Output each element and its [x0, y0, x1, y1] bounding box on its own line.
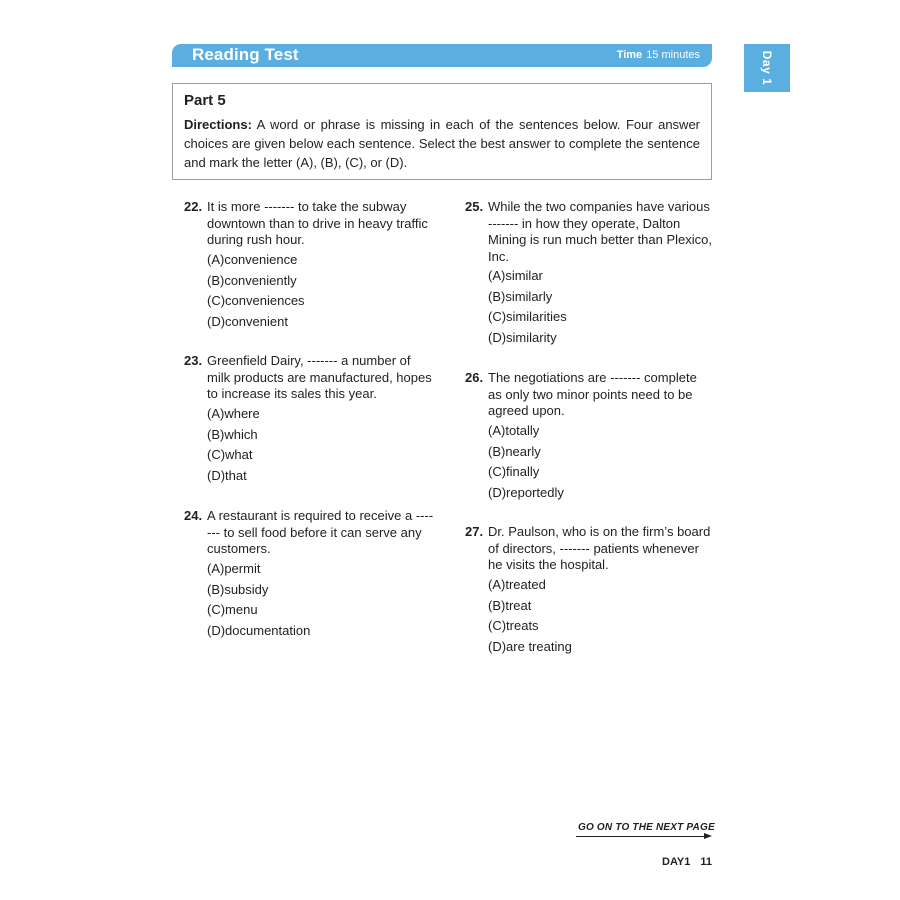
answer-option-b[interactable]: (B)treat: [488, 597, 532, 613]
section-title: Reading Test: [192, 45, 299, 64]
question-number: 24.: [184, 508, 203, 523]
answer-options: [207, 404, 260, 486]
answer-option-b[interactable]: (B)similarly: [488, 288, 553, 304]
arrow-right-icon: [576, 836, 704, 837]
answer-option-d[interactable]: (D)similarity: [488, 329, 557, 345]
answer-option-d[interactable]: (D)documentation: [207, 622, 311, 638]
section-header: [172, 44, 712, 67]
question-number: 27.: [465, 524, 484, 539]
question-stem: [207, 508, 433, 558]
stem-line: milk products are manufactured, hopes: [207, 369, 432, 385]
question-number: 23.: [184, 353, 203, 368]
directions-box: [172, 83, 712, 180]
answer-option-b[interactable]: (B)conveniently: [207, 272, 297, 288]
go-on-text: GO ON TO THE NEXT PAGE: [578, 822, 715, 833]
answer-option-a[interactable]: (A)where: [207, 406, 260, 421]
answer-option-d[interactable]: (D)convenient: [207, 313, 288, 329]
answer-option-b[interactable]: (B)nearly: [488, 443, 541, 459]
stem-line: Dr. Paulson, who is on the firm’s board: [488, 524, 711, 539]
day-tab: [744, 44, 790, 92]
answer-option-a[interactable]: (A)treated: [488, 577, 546, 592]
answer-option-b[interactable]: (B)which: [207, 426, 258, 442]
answer-option-d[interactable]: (D)reportedly: [488, 484, 564, 500]
answer-options: [207, 250, 305, 332]
stem-line: It is more ------- to take the subway: [207, 199, 407, 214]
stem-line: Inc.: [488, 248, 509, 264]
question-number: 25.: [465, 199, 484, 214]
answer-options: [207, 559, 310, 641]
stem-line: to increase its sales this year.: [207, 386, 377, 401]
stem-line: customers.: [207, 541, 271, 556]
directions-body: A word or phrase is missing in each of the sentences below. Four answer choices are given below each sentence. Select the best answer to complete the sentence and mark the letter (A), (B), (C), or (D).: [184, 117, 701, 170]
time-indicator: [617, 49, 700, 61]
answer-option-c[interactable]: (C)similarities: [488, 309, 567, 324]
question-stem: [488, 524, 710, 574]
question-number: 22.: [184, 199, 203, 214]
directions-label: Directions:: [184, 117, 252, 132]
answer-option-a[interactable]: (A)similar: [488, 268, 543, 283]
answer-option-a[interactable]: (A)permit: [207, 561, 261, 576]
stem-line: Mining is run much better than Plexico,: [488, 232, 712, 247]
stem-line: of directors, ------- patients whenever: [488, 540, 699, 556]
answer-options: [488, 266, 567, 348]
day-tab-label: Day 1: [760, 50, 774, 86]
answer-option-d[interactable]: (D)that: [207, 467, 247, 483]
stem-line: Greenfield Dairy, ------- a number of: [207, 353, 411, 368]
stem-line: ------- in how they operate, Dalton: [488, 215, 681, 231]
answer-option-c[interactable]: (C)treats: [488, 618, 539, 633]
directions-text: [184, 115, 700, 172]
page-footer: [662, 856, 712, 868]
answer-option-c[interactable]: (C)what: [207, 447, 253, 462]
stem-line: downtown than to drive in heavy traffic: [207, 215, 428, 231]
footer-day: DAY1: [662, 856, 691, 868]
answer-option-b[interactable]: (B)subsidy: [207, 581, 269, 597]
question-stem: [488, 370, 697, 420]
part-title: Part 5: [184, 92, 226, 109]
time-value: 15 minutes: [646, 49, 700, 61]
question-number: 26.: [465, 370, 484, 385]
answer-options: [488, 575, 572, 657]
stem-line: A restaurant is required to receive a ----: [207, 508, 434, 523]
go-on-indicator: [576, 822, 715, 837]
answer-option-c[interactable]: (C)conveniences: [207, 293, 305, 308]
question-stem: [207, 199, 428, 249]
page-number: 11: [700, 856, 712, 868]
stem-line: --- to sell food before it can serve any: [207, 524, 422, 540]
answer-option-c[interactable]: (C)finally: [488, 464, 540, 479]
question-stem: [488, 199, 712, 265]
answer-option-a[interactable]: (A)convenience: [207, 252, 298, 267]
time-label: Time: [616, 49, 643, 61]
stem-line: agreed upon.: [488, 403, 565, 418]
stem-line: during rush hour.: [207, 232, 305, 247]
answer-option-d[interactable]: (D)are treating: [488, 638, 572, 654]
question-stem: [207, 353, 432, 403]
answer-option-a[interactable]: (A)totally: [488, 423, 540, 438]
stem-line: The negotiations are ------- complete: [488, 370, 697, 385]
stem-line: he visits the hospital.: [488, 557, 609, 572]
stem-line: as only two minor points need to be: [488, 386, 693, 402]
answer-option-c[interactable]: (C)menu: [207, 602, 258, 617]
stem-line: While the two companies have various: [488, 199, 710, 214]
answer-options: [488, 421, 564, 503]
